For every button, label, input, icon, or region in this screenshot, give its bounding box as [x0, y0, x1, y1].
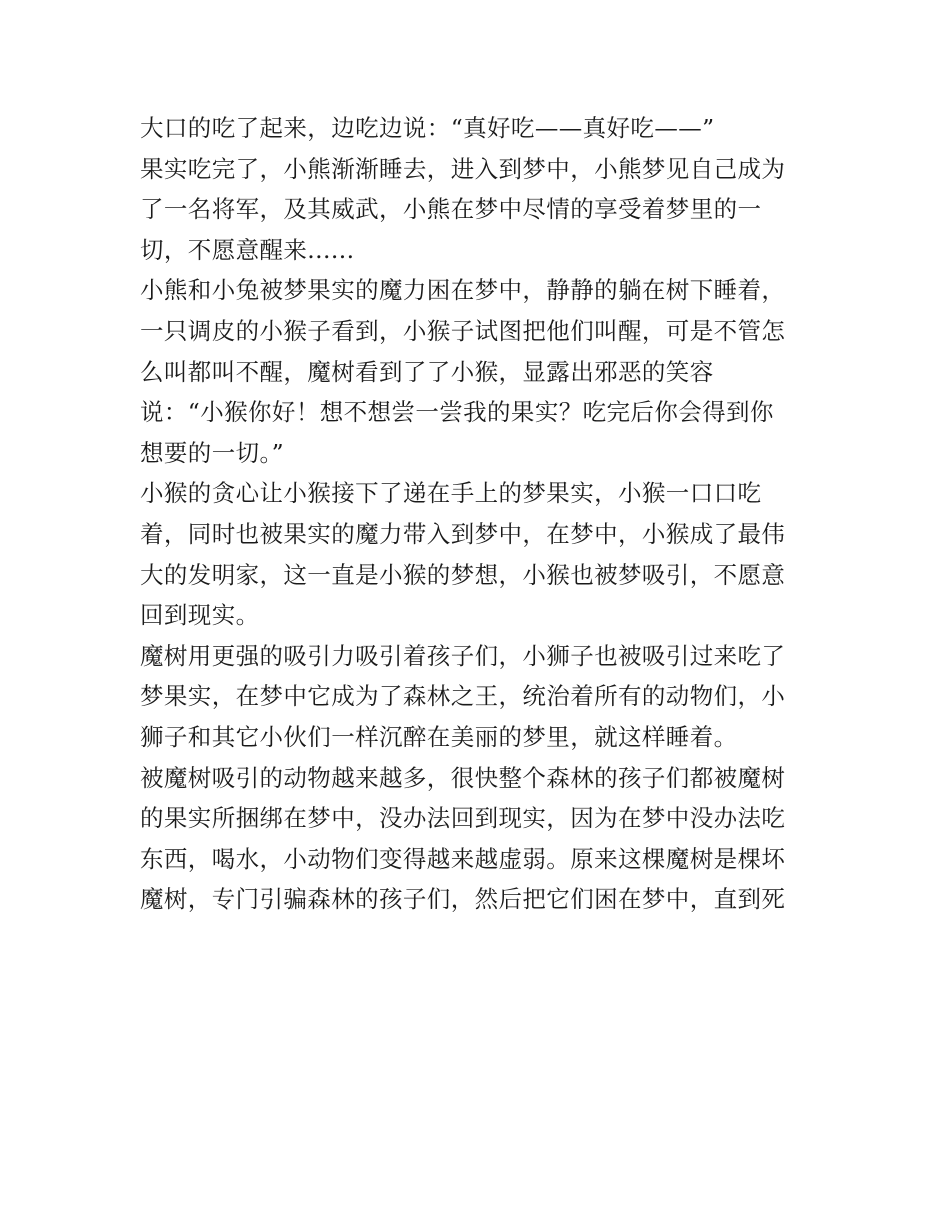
text-line: 果实吃完了，小熊渐渐睡去，进入到梦中，小熊梦见自己成为	[140, 154, 786, 183]
text-line: 小熊和小兔被梦果实的魔力困在梦中，静静的躺在树下睡着，	[140, 276, 786, 305]
text-line: 大的发明家，这一直是小猴的梦想，小猴也被梦吸引，不愿意	[140, 560, 786, 589]
text-line: 梦果实，在梦中它成为了森林之王，统治着所有的动物们，小	[140, 682, 786, 711]
text-line: 的果实所捆绑在梦中，没办法回到现实，因为在梦中没办法吃	[140, 804, 786, 833]
text-line: 大口的吃了起来，边吃边说：“真好吃——真好吃——”	[140, 114, 715, 142]
text-line: 回到现实。	[140, 601, 260, 630]
text-line: 么叫都叫不醒，魔树看到了了小猴，显露出邪恶的笑容	[140, 357, 714, 386]
text-line: 东西，喝水，小动物们变得越来越虚弱。原来这棵魔树是棵坏	[140, 844, 786, 873]
text-line: 了一名将军，及其威武，小熊在梦中尽情的享受着梦里的一	[140, 195, 762, 224]
story-text-block	[140, 108, 820, 920]
text-line: 说：“小猴你好！想不想尝一尝我的果实？吃完后你会得到你	[140, 398, 774, 427]
text-line: 想要的一切。”	[140, 438, 285, 467]
text-line: 魔树，专门引骗森林的孩子们，然后把它们困在梦中，直到死	[140, 885, 786, 914]
text-line: 着，同时也被果实的魔力带入到梦中，在梦中，小猴成了最伟	[140, 519, 786, 548]
text-line: 被魔树吸引的动物越来越多，很快整个森林的孩子们都被魔树	[140, 763, 786, 792]
text-line: 小猴的贪心让小猴接下了递在手上的梦果实，小猴一口口吃	[140, 479, 762, 508]
text-line: 切，不愿意醒来......	[140, 235, 355, 264]
text-line: 魔树用更强的吸引力吸引着孩子们，小狮子也被吸引过来吃了	[140, 641, 786, 670]
text-line: 狮子和其它小伙们一样沉醉在美丽的梦里，就这样睡着。	[140, 722, 738, 751]
text-line: 一只调皮的小猴子看到，小猴子试图把他们叫醒，可是不管怎	[140, 316, 786, 345]
